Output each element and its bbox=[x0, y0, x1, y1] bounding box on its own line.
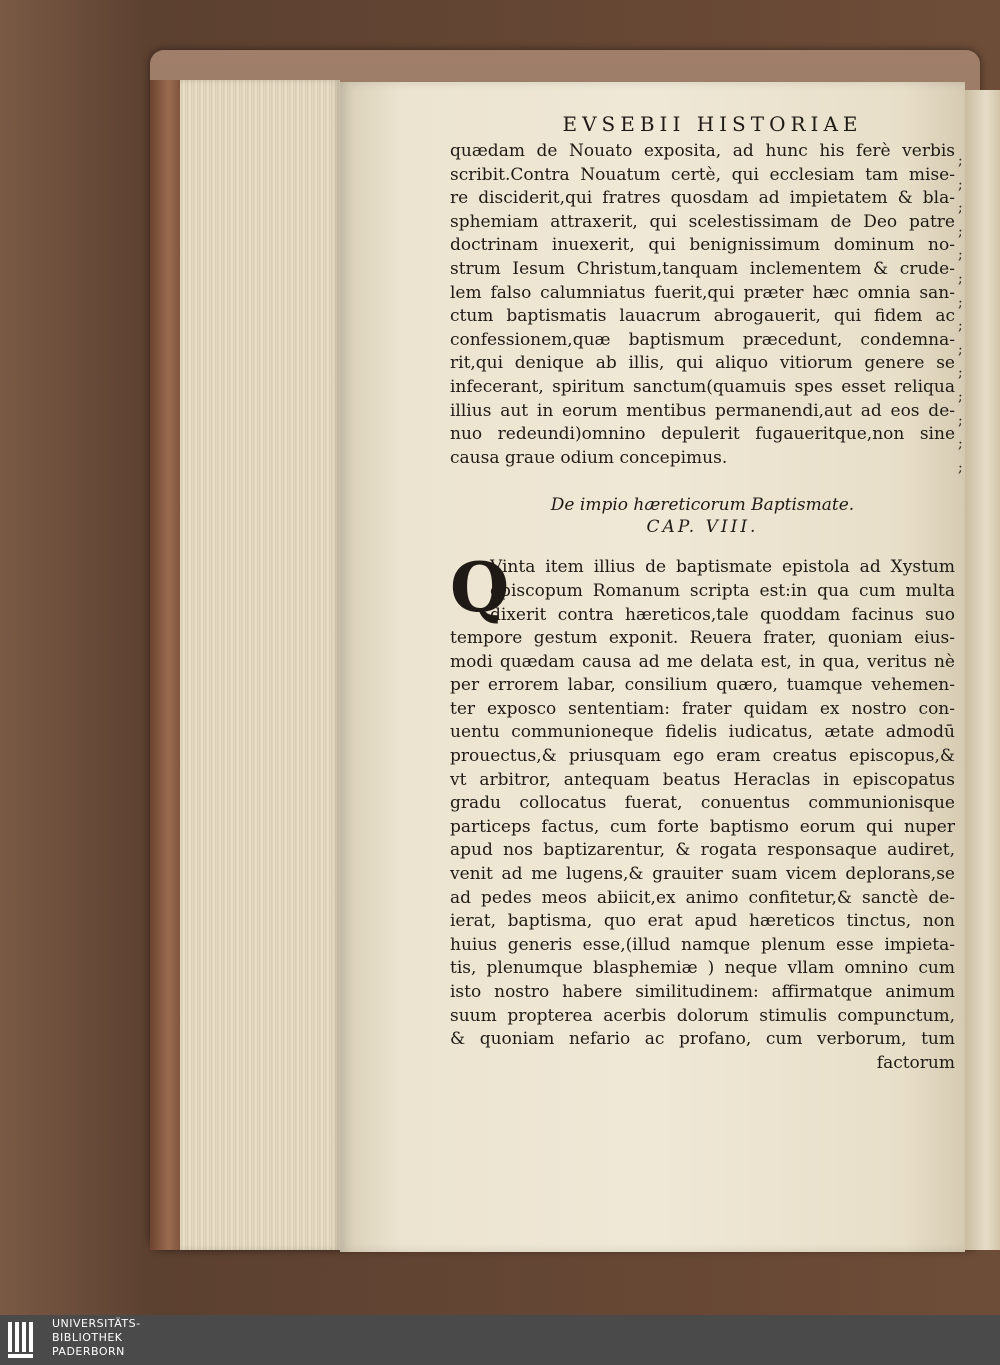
text-line: & quoniam nefario ac profano, cum verborum, tum bbox=[450, 1029, 955, 1050]
text-line: rit,qui denique ab illis, qui aliquo vitiorum genere se bbox=[450, 353, 955, 374]
footer-bar bbox=[0, 1315, 1000, 1365]
chapter-title: De impio hæreticorum Baptismate. bbox=[550, 495, 855, 516]
library-name-line-2: BIBLIOTHEK bbox=[52, 1331, 123, 1344]
text-line: Vinta item illius de baptismate epistola ad Xystum bbox=[490, 557, 955, 578]
text-line: ad pedes meos abiicit,ex animo confitetur,& sanctè de- bbox=[450, 887, 955, 908]
text-line: particeps factus, cum forte baptismo eorum qui nuper bbox=[450, 816, 955, 837]
paragraph-2-indented-lines bbox=[450, 548, 955, 629]
text-line: ierat, baptisma, quo erat apud hæreticos tinctus, non bbox=[450, 911, 955, 932]
page-edges bbox=[180, 80, 340, 1250]
text-line: modi quædam causa ad me delata est, in qua, veritus nè bbox=[450, 651, 955, 672]
text-line: episcopum Romanum scripta est:in qua cum multa bbox=[490, 580, 955, 601]
text-line: confessionem,quæ baptismum præcedunt, condemna- bbox=[450, 329, 955, 350]
text-line: causa graue odium concepimus. bbox=[450, 447, 728, 468]
library-name-line-1: UNIVERSITÄTS- bbox=[52, 1317, 141, 1330]
library-name-line-3: PADERBORN bbox=[52, 1345, 125, 1358]
facing-page-edge bbox=[965, 90, 1000, 1250]
text-line: vt arbitror, antequam beatus Heraclas in episcopatus bbox=[450, 769, 955, 790]
text-line: gradu collocatus fuerat, conuentus communionisque bbox=[450, 793, 955, 814]
drop-cap: Q bbox=[450, 548, 510, 629]
paragraph-2-lines bbox=[450, 627, 955, 1052]
text-line: ctum baptismatis lauacrum abrogauerit, qui fidem ac bbox=[450, 306, 955, 327]
text-line: nuo redeundi)omnino depulerit fugaueritque,non sine bbox=[450, 424, 955, 445]
text-line: apud nos baptizarentur, & rogata responsaque audiret, bbox=[450, 840, 955, 861]
text-line: venit ad me lugens,& grauiter suam vicem deplorans,se bbox=[450, 864, 955, 885]
text-line: tis, plenumque blasphemiæ ) neque vllam omnino cum bbox=[450, 958, 955, 979]
text-line: scribit.Contra Nouatum certè, qui ecclesiam tam mise- bbox=[450, 164, 955, 185]
text-line: tempore gestum exponit. Reuera frater, quoniam eius- bbox=[450, 628, 955, 649]
paragraph-2 bbox=[450, 548, 955, 1051]
text-line: per errorem labar, consilium quæro, tuamque vehemen- bbox=[450, 675, 955, 696]
text-line: huius generis esse,(illud namque plenum esse impieta- bbox=[450, 934, 955, 955]
text-line: prouectus,& priusquam ego eram creatus episcopus,& bbox=[450, 746, 955, 767]
text-line: isto nostro habere similitudinem: affirmatque animum bbox=[450, 982, 955, 1002]
text-line: infecerant, spiritum sanctum(quamuis spes esset reliqua bbox=[450, 376, 955, 397]
running-head: EVSEBII HISTORIAE bbox=[562, 112, 863, 136]
paragraph-1 bbox=[450, 140, 955, 470]
margin-marks: ; ; ; ; ; ; ; ; ; ; ; ; ; ; bbox=[958, 153, 963, 476]
page-text bbox=[450, 112, 955, 1074]
text-line: dixerit contra hæreticos,tale quoddam facinus suo bbox=[490, 604, 955, 625]
library-logo-icon bbox=[6, 1318, 46, 1362]
text-line: strum Iesum Christum,tanquam inclementem & crude- bbox=[450, 258, 955, 279]
text-line: sphemiam attraxerit, qui scelestissimam de Deo patre bbox=[450, 211, 955, 232]
text-line: re disciderit,qui fratres quosdam ad impietatem & bla- bbox=[450, 188, 955, 209]
text-line: lem falso calumniatus fuerit,qui præter hæc omnia san- bbox=[450, 282, 955, 303]
text-line: doctrinam inuexerit, qui benignissimum dominum no- bbox=[450, 235, 955, 256]
text-line: quædam de Nouato exposita, ad hunc his ferè verbis bbox=[450, 141, 955, 161]
text-line: uentu communioneque fidelis iudicatus, ætate admodū bbox=[450, 722, 955, 743]
chapter-number: CAP. VIII. bbox=[646, 517, 759, 538]
catchword: factorum bbox=[876, 1052, 955, 1073]
library-name bbox=[52, 1317, 141, 1359]
text-line: suum propterea acerbis dolorum stimulis compunctum, bbox=[450, 1005, 955, 1026]
text-line: illius aut in eorum mentibus permanendi,aut ad eos de- bbox=[450, 400, 955, 421]
text-line: ter exposco sententiam: frater quidam ex nostro con- bbox=[450, 698, 955, 719]
